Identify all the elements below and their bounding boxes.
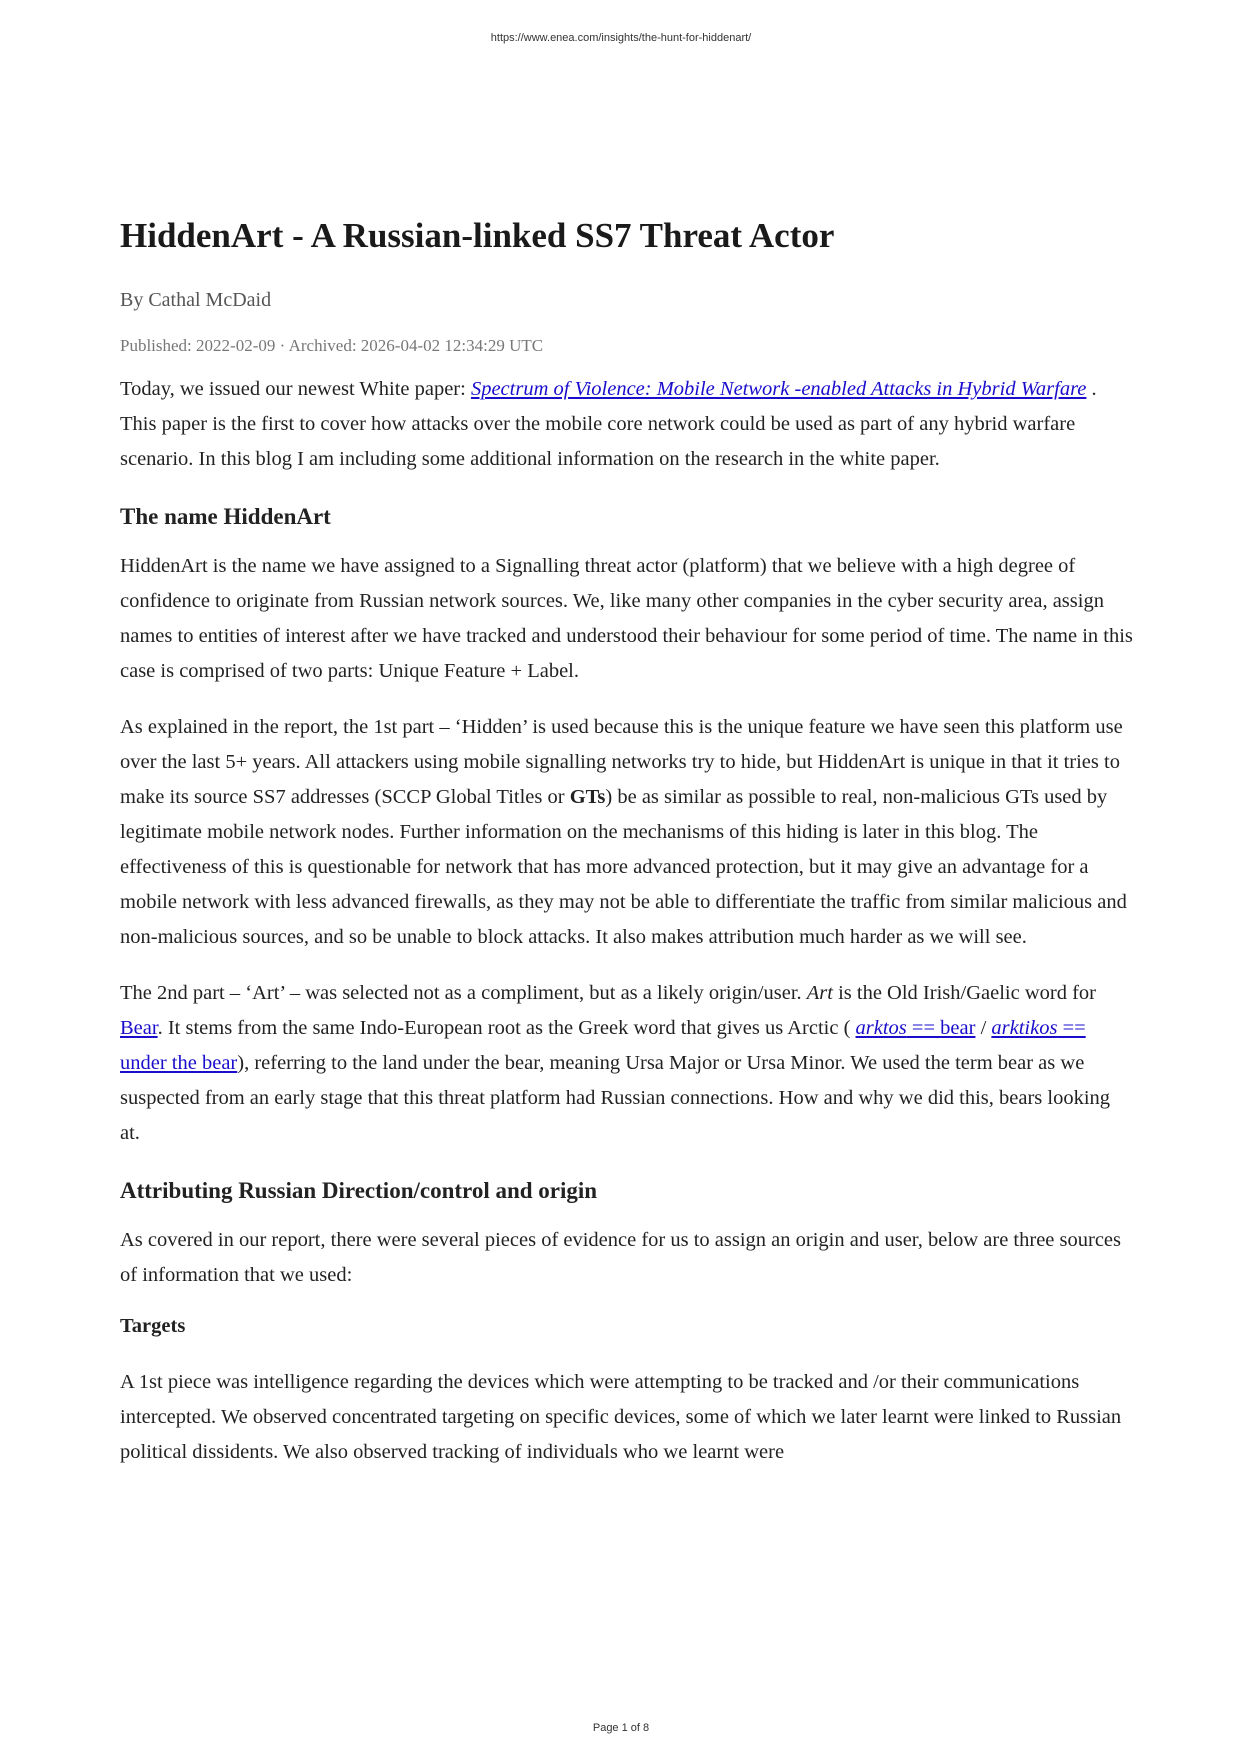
paragraph: HiddenArt is the name we have assigned to a Signalling threat actor (platform) that we believe with a high degree of confidence to originate from Russian network sources. We, like many other companies in the cyber security area, assign names to entities of interest after we have tracked and understood their behaviour for some period of time. The name in this case is comprised of two parts: Unique Feature + Label. bbox=[120, 555, 1133, 682]
white-paper-link[interactable]: Spectrum of Violence: Mobile Network -enabled Attacks in Hybrid Warfare bbox=[470, 378, 1087, 400]
link-italic: arktikos bbox=[991, 1017, 1058, 1039]
text: As explained in the report, the 1st part – ‘Hidden’ is used because this is the unique feature we have seen this platform use over the last 5+ years. All attackers using mobile signalling networks try to hide, but HiddenArt is unique in that it tries to make its source SS7 addresses (SCCP Global Titles or bbox=[120, 716, 1123, 808]
subheading-targets: Targets bbox=[120, 1315, 186, 1337]
bear-link[interactable]: Bear bbox=[120, 1017, 158, 1039]
page-number: Page 1 of 8 bbox=[592, 1722, 650, 1734]
text: ) be as similar as possible to real, non-malicious GTs used by legitimate mobile network nodes. Further information on the mechanisms of this hiding is later in this blog. The effectiveness of this is questionable for network that has more advanced protection, but it may give an advantage for a mobile network with less advanced firewalls, as they may not be able to differentiate the traffic from similar malicious and non-malicious sources, and so be unable to block attacks. It also makes attribution much harder as we will see. bbox=[120, 786, 1127, 948]
section-heading-name: The name HiddenArt bbox=[120, 504, 331, 529]
link-text: == bear bbox=[906, 1017, 976, 1039]
article bbox=[120, 212, 1135, 1470]
text: . This paper is the first to cover how attacks over the mobile core network could be used as part of any hybrid warfare scenario. In this blog I am including some additional information on the research in the white paper. bbox=[120, 378, 1097, 470]
italic-text: Art bbox=[806, 982, 833, 1004]
publish-meta: Published: 2022-02-09 · Archived: 2026-04-02 12:34:29 UTC bbox=[120, 336, 544, 355]
paragraph bbox=[120, 976, 1135, 1151]
article-title: HiddenArt - A Russian-linked SS7 Threat Actor bbox=[120, 216, 835, 255]
source-url: https://www.enea.com/insights/the-hunt-for-hiddenart/ bbox=[490, 32, 752, 44]
paragraph: A 1st piece was intelligence regarding the devices which were attempting to be tracked and /or their communications intercepted. We observed concentrated targeting on specific devices, some of which we later learnt were linked to Russian political dissidents. We also observed tracking of individuals who we learnt were bbox=[120, 1371, 1122, 1463]
text: / bbox=[975, 1017, 992, 1039]
paragraph: As covered in our report, there were several pieces of evidence for us to assign an origin and user, below are three sources of information that we used: bbox=[120, 1229, 1122, 1286]
text: Today, we issued our newest White paper: bbox=[120, 378, 471, 400]
arktos-link[interactable] bbox=[856, 1017, 976, 1039]
link-italic: arktos bbox=[855, 1017, 907, 1039]
paragraph bbox=[120, 710, 1135, 955]
text: The 2nd part – ‘Art’ – was selected not as a compliment, but as a likely origin/user. bbox=[120, 982, 807, 1004]
byline: By Cathal McDaid bbox=[120, 289, 272, 311]
text: is the Old Irish/Gaelic word for bbox=[832, 982, 1096, 1004]
text: . It stems from the same Indo-European root as the Greek word that gives us Arctic ( bbox=[157, 1017, 856, 1039]
section-heading-attribution: Attributing Russian Direction/control and origin bbox=[120, 1178, 598, 1203]
intro-paragraph bbox=[120, 372, 1135, 477]
text: ), referring to the land under the bear, meaning Ursa Major or Ursa Minor. We used the term bear as we suspected from an early stage that this threat platform had Russian connections. How and why we did this, bears looking at. bbox=[120, 1052, 1111, 1144]
bold-text: GTs bbox=[569, 786, 606, 808]
link-text: == under the bear bbox=[120, 1017, 1086, 1074]
